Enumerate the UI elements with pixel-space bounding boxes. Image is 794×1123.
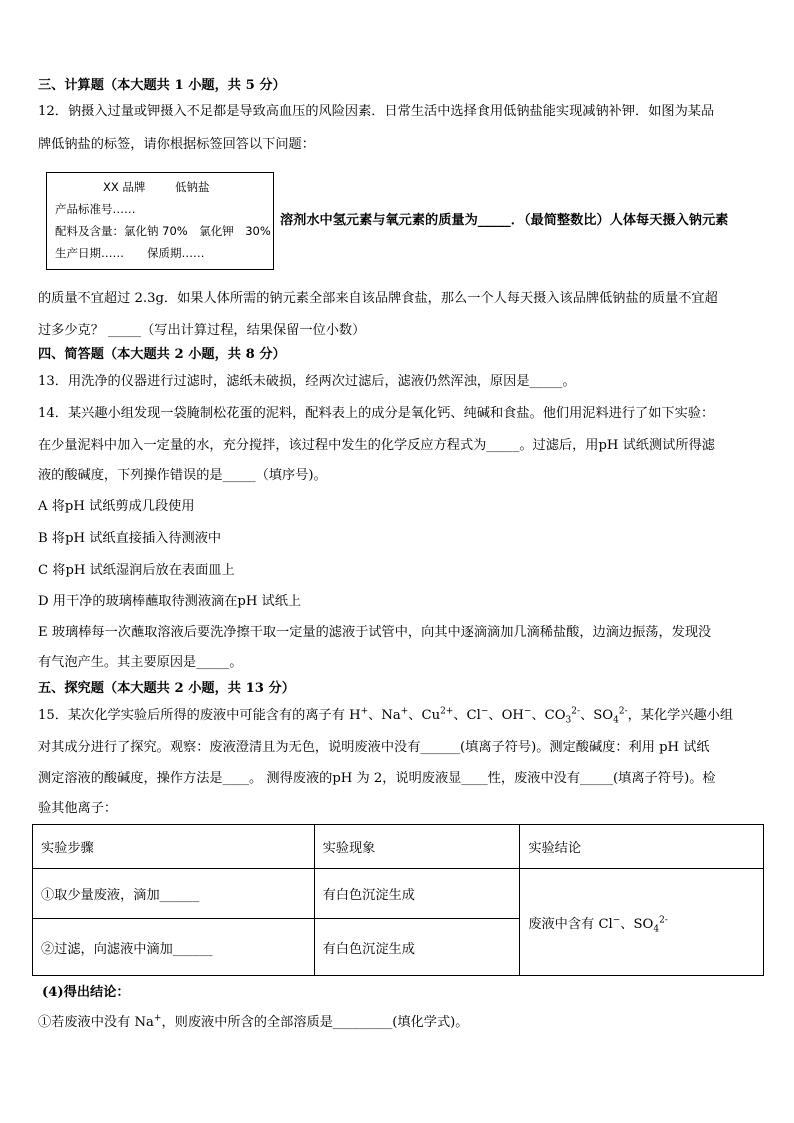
header-steps: 实验步骤: [33, 825, 315, 869]
ion-oh-charge: −: [523, 706, 532, 717]
q15-line1-g: 、SO: [580, 708, 614, 723]
q15-line1-h: ，某化学兴趣小组: [627, 708, 734, 723]
q15-line2: 对其成分进行了探究。观察：废液澄清且为无色，说明废液中没有______(填离子符号)。测定酸碱度：利用 pH 试纸: [38, 740, 710, 755]
conclusion-a: 废液中含有 Cl: [528, 916, 613, 932]
conclusion-so4-charge: 2-: [659, 915, 668, 926]
q15-line1-a: 15．某次化学实验后所得的废液中可能含有的离子有 H: [38, 708, 361, 723]
q15-line6-a: ①若废液中没有 Na: [38, 1015, 154, 1030]
q14-option-a: A 将pH 试纸剪成几段使用: [38, 499, 195, 514]
label-type: 低钠盐: [175, 180, 210, 194]
label-ingredients: 配料及含量：氯化钠 70% 氯化钾 30%: [55, 224, 271, 238]
q13-text: 13．用洗净的仪器进行过滤时，滤纸未破损，经两次过滤后，滤液仍然浑浊，原因是_____。: [38, 374, 576, 389]
label-brand: XX 品牌: [103, 180, 146, 194]
q15-line1-d: 、Cl: [453, 708, 481, 723]
ion-so4-sub: 4: [613, 715, 619, 726]
table-header-row: [33, 825, 764, 869]
q15-line1-b: 、Na: [368, 708, 401, 723]
q14-line2: 在少量泥料中加入一定量的水，充分搅拌，该过程中发生的化学反应方程式为_____。过滤后，用pH 试纸测试所得滤: [38, 438, 715, 453]
header-conclusion: 实验结论: [520, 825, 764, 869]
q15-line6-b: ，则废液中所含的全部溶质是_________(填化学式)。: [161, 1015, 469, 1030]
q14-option-c: C 将pH 试纸湿润后放在表面皿上: [38, 563, 235, 578]
label-date: 生产日期…… 保质期……: [55, 246, 205, 260]
row1-step: ①取少量废液，滴加______: [33, 869, 315, 919]
conclusion-cell: [520, 869, 764, 976]
section-5-heading: 五、探究题（本大题共 2 小题，共 13 分）: [38, 681, 295, 696]
q12-side-text: 溶剂水中氢元素与氧元素的质量为_____．（最简整数比）人体每天摄入钠元素: [280, 213, 729, 228]
q15-line5: (4)得出结论：: [42, 985, 130, 1000]
q14-option-b: B 将pH 试纸直接插入待测液中: [38, 531, 222, 546]
ion-co3-charge: 2-: [571, 706, 581, 717]
salt-label-box: [46, 172, 274, 270]
conclusion-b: 、SO: [620, 916, 654, 932]
row2-observation: 有白色沉淀生成: [314, 919, 520, 976]
ion-cu-charge: 2+: [440, 706, 454, 717]
q12-line4: 过多少克？ _____（写出计算过程，结果保留一位小数）: [38, 323, 366, 338]
table-row: [33, 869, 764, 919]
q14-line1: 14．某兴趣小组发现一袋腌制松花蛋的泥料，配料表上的成分是氧化钙、纯碱和食盐。他们用泥料进行了如下实验：: [38, 406, 715, 421]
ion-h-charge: +: [360, 706, 369, 717]
header-observations: 实验现象: [314, 825, 520, 869]
conclusion-cl-charge: −: [612, 915, 621, 926]
ion-na-charge: +: [400, 706, 409, 717]
q14-option-d: D 用干净的玻璃棒蘸取待测液滴在pH 试纸上: [38, 594, 302, 609]
q15-line1-e: 、OH: [488, 708, 524, 723]
label-standard: 产品标准号……: [55, 202, 136, 216]
q15-line4: 验其他离子：: [38, 801, 118, 816]
q12-line3: 的质量不宜超过 2.3g．如果人体所需的钠元素全部来自该品牌食盐，那么一个人每天摄入该品牌低钠盐的质量不宜超: [38, 291, 718, 306]
row2-step: ②过滤，向滤液中滴加______: [33, 919, 315, 976]
ion-so4-charge: 2-: [618, 706, 628, 717]
q15-line1-f: 、CO: [531, 708, 566, 723]
section-3-heading: 三、计算题（本大题共 1 小题，共 5 分）: [38, 78, 286, 93]
q12-line1: 12．钠摄入过量或钾摄入不足都是导致高血压的风险因素．日常生活中选择食用低钠盐能实现减钠补钾．如图为某品: [38, 104, 715, 119]
section-4-heading: 四、简答题（本大题共 2 小题，共 8 分）: [38, 347, 286, 362]
ion-cl-charge: −: [480, 706, 489, 717]
q14-option-e-line2: 有气泡产生。其主要原因是_____。: [38, 655, 243, 670]
experiment-table: [32, 824, 764, 976]
conclusion-so4-sub: 4: [653, 924, 660, 935]
q15-line1: [38, 706, 733, 726]
ion-na-charge-2: +: [153, 1013, 162, 1024]
q12-line2: 牌低钠盐的标签，请你根据标签回答以下问题：: [38, 137, 315, 152]
ion-co3-sub: 3: [565, 715, 572, 726]
q14-line3: 液的酸碱度，下列操作错误的是_____（填序号)。: [38, 468, 327, 483]
q14-option-e-line1: E 玻璃棒每一次蘸取溶液后要洗净擦干取一定量的滤液于试管中，向其中逐滴滴加几滴稀盐酸，边滴边振荡，发现没: [38, 625, 712, 640]
q15-line1-c: 、Cu: [408, 708, 441, 723]
q15-line6: [38, 1013, 468, 1033]
q15-line3: 测定溶液的酸碱度，操作方法是____。 测得废液的pH 为 2，说明废液显____性，废液中没有_____(填离子符号)。检: [38, 771, 716, 786]
row1-observation: 有白色沉淀生成: [314, 869, 520, 919]
